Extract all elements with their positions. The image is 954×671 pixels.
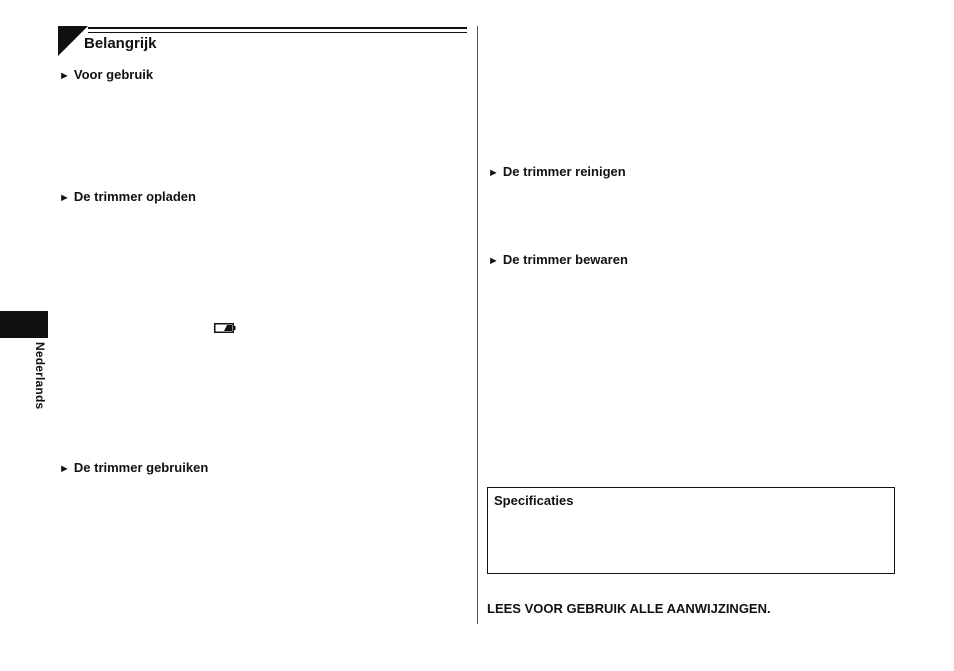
bullet-triangle-icon: ► [59, 192, 70, 204]
section-heading-gebruiken [59, 460, 208, 475]
header-rule-top [88, 27, 467, 29]
section-heading-label: Voor gebruik [73, 67, 154, 82]
battery-icon [214, 323, 236, 333]
page-title: Belangrijk [84, 35, 157, 52]
column-divider [477, 26, 478, 624]
specifications-title: Specificaties [494, 493, 574, 508]
section-heading-label: De trimmer reinigen [502, 164, 626, 179]
footer-instruction: LEES VOOR GEBRUIK ALLE AANWIJZINGEN. [487, 601, 771, 616]
section-heading-opladen [59, 189, 196, 204]
side-tab-marker [0, 311, 48, 338]
header-rule-bottom [88, 32, 467, 33]
section-heading-label: De trimmer bewaren [502, 252, 628, 267]
bullet-triangle-icon: ► [59, 70, 70, 82]
bullet-triangle-icon: ► [59, 463, 70, 475]
section-heading-bewaren [488, 252, 628, 267]
section-heading-label: De trimmer opladen [73, 189, 196, 204]
side-tab-language-label: Nederlands [33, 342, 47, 410]
section-heading-label: De trimmer gebruiken [73, 460, 209, 475]
section-heading-reinigen [488, 164, 626, 179]
bullet-triangle-icon: ► [488, 167, 499, 179]
bullet-triangle-icon: ► [488, 255, 499, 267]
section-heading-voor-gebruik [59, 67, 153, 82]
specifications-box [487, 487, 895, 574]
